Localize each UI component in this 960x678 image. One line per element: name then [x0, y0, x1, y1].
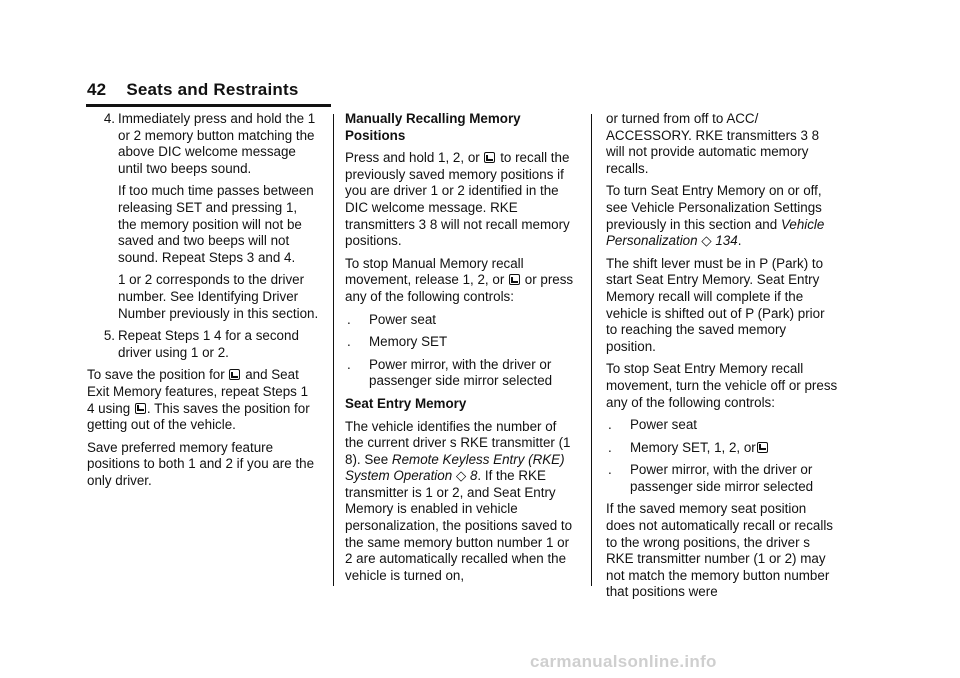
header-rule [86, 104, 331, 107]
paragraph: To stop Manual Memory recall movement, release 1, 2, or or press any of the following controls: [345, 255, 574, 304]
paragraph: Press and hold 1, 2, or to recall the previously saved memory positions if you are driver 1 or 2 identified in the DIC welcome message. RKE transmitters 3 8 will not recall memory positions. [345, 150, 570, 249]
list-item: . Memory SET [347, 334, 448, 350]
paragraph: If the saved memory seat position does not automatically recall or recalls to the wrong positions, the driver s RKE transmitter number (1 or 2) may not match the memory button number that positions were [606, 501, 834, 600]
section-heading: Seat Entry Memory [345, 395, 467, 411]
seat-memory-b-icon [757, 442, 768, 453]
step-text: Repeat Steps 1 4 for a second driver using 1 or 2. [118, 328, 299, 360]
list-item: . Memory SET, 1, 2, or [606, 440, 838, 457]
paragraph: Save preferred memory feature positions to both 1 and 2 if you are the only driver. [87, 439, 315, 488]
page-reference: 134 [715, 233, 738, 249]
column-3 [606, 111, 838, 607]
column-divider [591, 114, 592, 586]
page-reference: 8 [469, 468, 478, 484]
section-heading: Manually Recalling Memory Positions [345, 111, 521, 143]
cross-reference-link[interactable]: Remote Keyless Entry (RKE) System Operation [345, 451, 565, 484]
page-header [87, 80, 299, 100]
seat-memory-b-icon [135, 403, 146, 414]
column-divider [333, 114, 334, 586]
cross-reference-link[interactable]: Vehicle Personalization [606, 216, 825, 249]
list-item: . Power mirror, with the driver or passenger side mirror selected [347, 356, 553, 389]
reference-arrow-icon: ◇ [455, 468, 467, 484]
step-number: 5. [103, 328, 115, 344]
step-number: 4. [103, 111, 115, 126]
paragraph: To turn Seat Entry Memory on or off, see Vehicle Personalization Settings previously in this section and Vehicle Personalization ◇ 134. [606, 183, 825, 249]
paragraph: To stop Seat Entry Memory recall movement, turn the vehicle off or press any of the following controls: [606, 361, 838, 410]
list-item: . Power seat [608, 417, 697, 433]
list-item: . Power mirror, with the driver or passenger side mirror selected [608, 462, 814, 494]
section-title: Seats and Restraints [126, 80, 299, 99]
step-4 [87, 111, 319, 322]
column-1 [87, 111, 319, 495]
paragraph: The shift lever must be in P (Park) to start Seat Entry Memory. Seat Entry Memory recall will complete if the vehicle is shifted out of P (Park) prior to reaching the saved memory position. [606, 255, 825, 354]
seat-memory-b-icon [484, 152, 495, 163]
step-note: If too much time passes between releasing SET and pressing 1, the memory position will not be saved and two beeps will not sound. Repeat Steps 3 and 4. [118, 183, 314, 265]
page-number: 42 [87, 80, 107, 99]
paragraph: or turned from off to ACC/ ACCESSORY. RKE transmitters 3 8 will not provide automatic memory recalls. [606, 111, 820, 176]
paragraph: The vehicle identifies the number of the current driver s RKE transmitter (1 8). See Remote Keyless Entry (RKE) System Operation ◇ 8. If the RKE transmitter is 1 or 2, and Seat Entry Memory is enabled in vehicle personalization, the positions saved to the same memory button number 1 or 2 are automatically recalled when the vehicle is turned on, [345, 418, 573, 583]
seat-memory-b-icon [509, 274, 520, 285]
reference-arrow-icon: ◇ [701, 233, 712, 249]
list-item: . Power seat [347, 311, 436, 327]
step-5 [87, 328, 319, 361]
step-text: Immediately press and hold the 1 or 2 memory button matching the above DIC welcome message until two beeps sound. [118, 111, 316, 176]
seat-memory-b-icon [229, 369, 240, 380]
column-2 [345, 111, 577, 590]
watermark: carmanualsonline.info [530, 652, 717, 671]
step-note: 1 or 2 corresponds to the driver number. See Identifying Driver Number previously in this section. [118, 272, 319, 321]
paragraph: To save the position for and Seat Exit Memory features, repeat Steps 1 4 using . This saves the position for getting out of the vehicle. [87, 367, 310, 433]
